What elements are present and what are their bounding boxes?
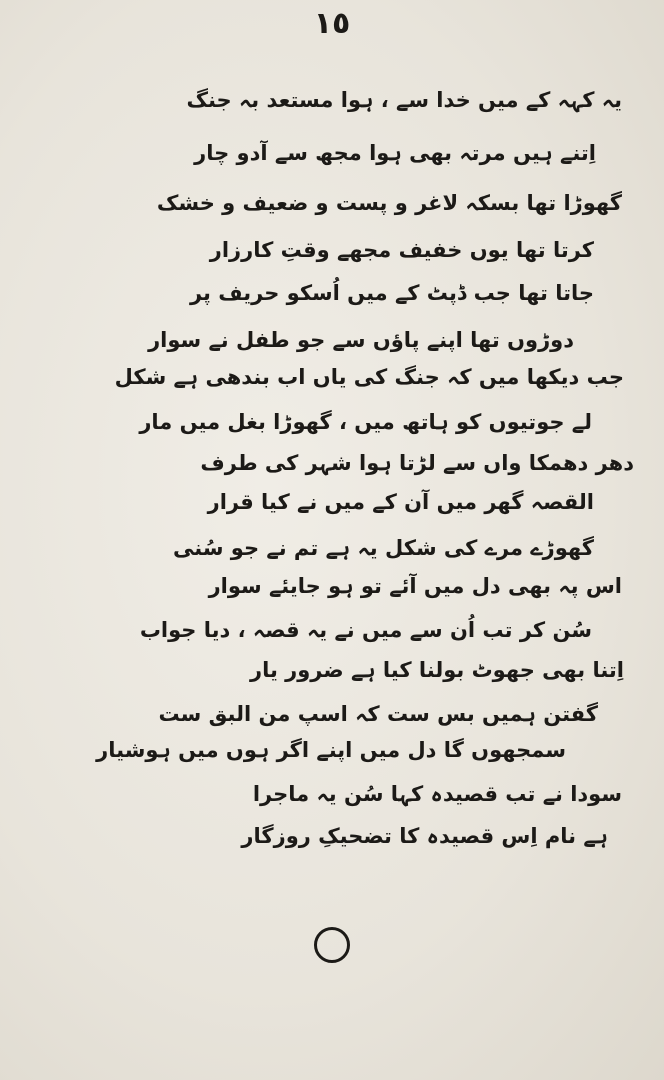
- verse-line: ہے نام اِس قصیدہ کا تضحیکِ روزگار: [241, 824, 608, 848]
- page-number: ١٥: [313, 6, 351, 41]
- verse-line: گفتن ہمیں بس ست کہ اسپ من البق ست: [158, 702, 598, 726]
- verse-line: لے جوتیوں کو ہاتھ میں ، گھوڑا بغل میں مار: [139, 410, 592, 434]
- verse-line: دوڑوں تھا اپنے پاؤں سے جو طفل نے سوار: [148, 328, 574, 352]
- verse-line: القصہ گھر میں آن کے میں نے کیا قرار: [207, 490, 594, 514]
- end-circle-icon: [314, 927, 350, 963]
- verse-line: جب دیکھا میں کہ جنگ کی یاں اب بندھی ہے شکل: [114, 365, 624, 389]
- verse-line: اِتنے ہیں مرتہ بھی ہوا مجھ سے آدو چار: [194, 141, 596, 165]
- verse-line: گھوڑا تھا بسکہ لاغر و پست و ضعیف و خشک: [156, 191, 622, 215]
- verse-line: سُن کر تب اُن سے میں نے یہ قصہ ، دیا جواب: [139, 618, 592, 642]
- verse-line: گھوڑے مرے کی شکل یہ ہے تم نے جو سُنی: [173, 536, 594, 560]
- verse-line: سودا نے تب قصیدہ کہا سُن یہ ماجرا: [252, 782, 622, 806]
- poem-text: [0, 90, 664, 920]
- verse-line: کرتا تھا یوں خفیف مجھے وقتِ کارزار: [209, 238, 594, 262]
- verse-line: سمجھوں گا دل میں اپنے اگر ہوں میں ہوشیار: [96, 738, 566, 762]
- verse-line: اِتنا بھی جھوٹ بولنا کیا ہے ضرور یار: [249, 658, 624, 682]
- verse-line: دھر دھمکا واں سے لڑتا ہوا شہر کی طرف: [200, 451, 634, 475]
- verse-line: یہ کہہ کے میں خدا سے ، ہوا مستعد بہ جنگ: [186, 88, 622, 112]
- verse-line: جاتا تھا جب ڈپٹ کے میں اُسکو حریف پر: [189, 281, 594, 305]
- verse-line: اس پہ بھی دل میں آئے تو ہو جایئے سوار: [208, 574, 622, 598]
